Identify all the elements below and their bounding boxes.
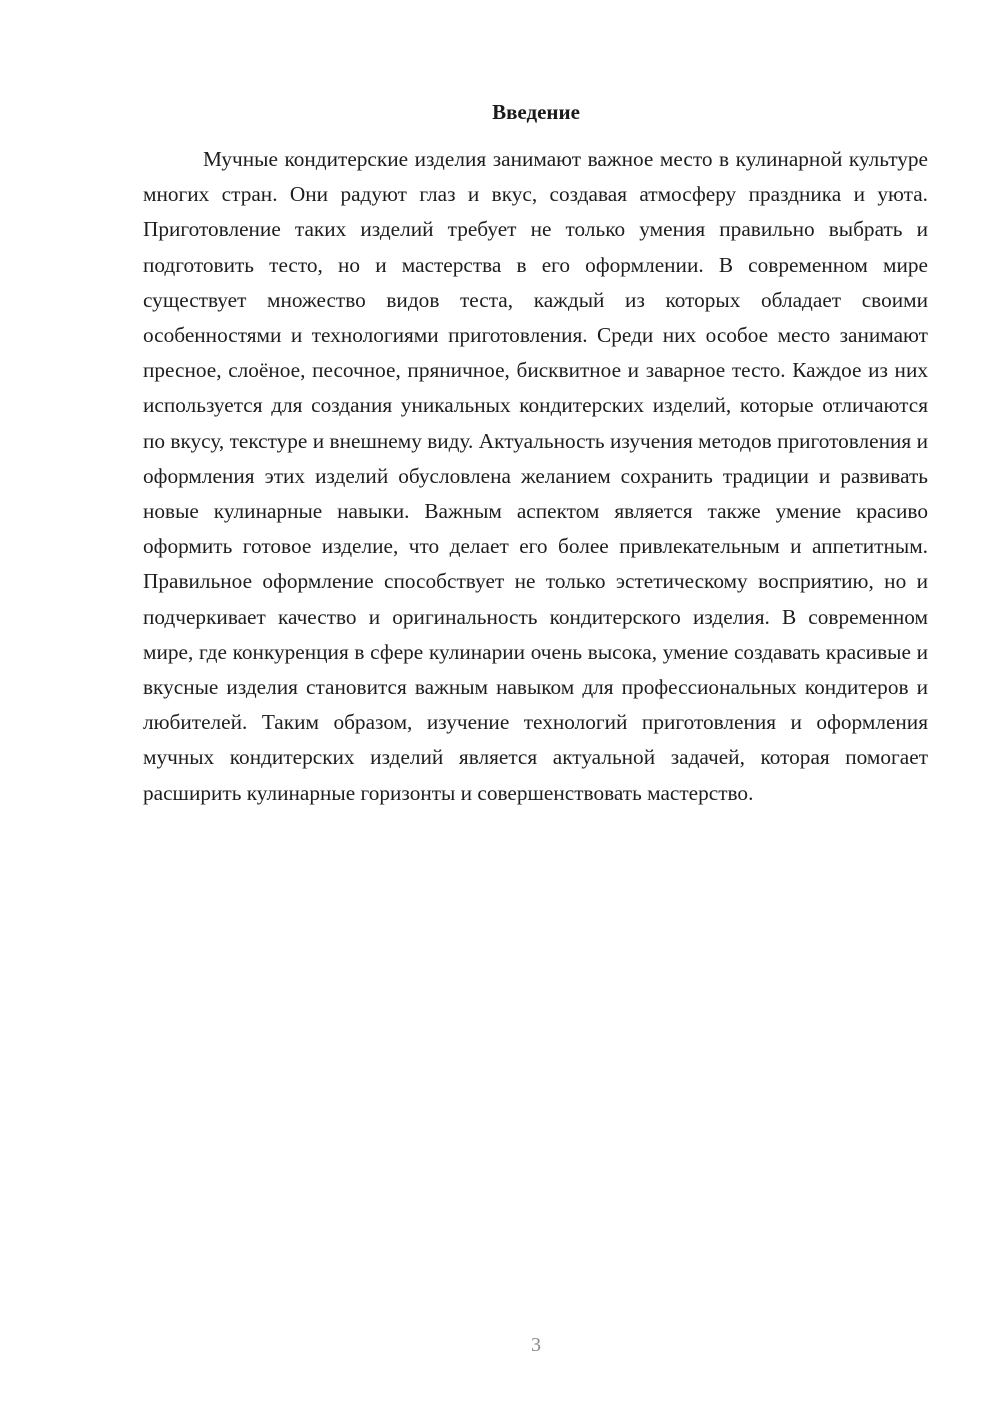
section-heading: Введение [492, 100, 580, 124]
body-paragraph: Мучные кондитерские изделия занимают важное место в кулинарной культуре многих стран. Они радуют глаз и вкус, создавая атмосферу праздника и уюта. Приготовление таких изделий требует не только умения правильно выбрать и подготовить тесто, но и мастерства в его оформлении. В современном мире существует множество видов теста, каждый из которых обладает своими особенностями и технологиями приготовления. Среди них особое место занимают пресное, слоёное, песочное, пряничное, бисквитное и заварное тесто. Каждое из них используется для создания уникальных кондитерских изделий, которые отличаются по вкусу, текстуре и внешнему виду. Актуальность изучения методов приготовления и оформления этих изделий обусловлена желанием сохранить традиции и развивать новые кулинарные навыки. Важным аспектом является также умение красиво оформить готовое изделие, что делает его более привлекательным и аппетитным. Правильное оформление способствует не только эстетическому восприятию, но и подчеркивает качество и оригинальность кондитерского изделия. В современном мире, где конкуренция в сфере кулинарии очень высока, умение создавать красивые и вкусные изделия становится важным навыком для профессиональных кондитеров и любителей. Таким образом, изучение технологий приготовления и оформления мучных кондитерских изделий является актуальной задачей, которая помогает расширить кулинарные горизонты и совершенствовать мастерство. [143, 147, 928, 805]
page-number: 3 [531, 1334, 541, 1356]
